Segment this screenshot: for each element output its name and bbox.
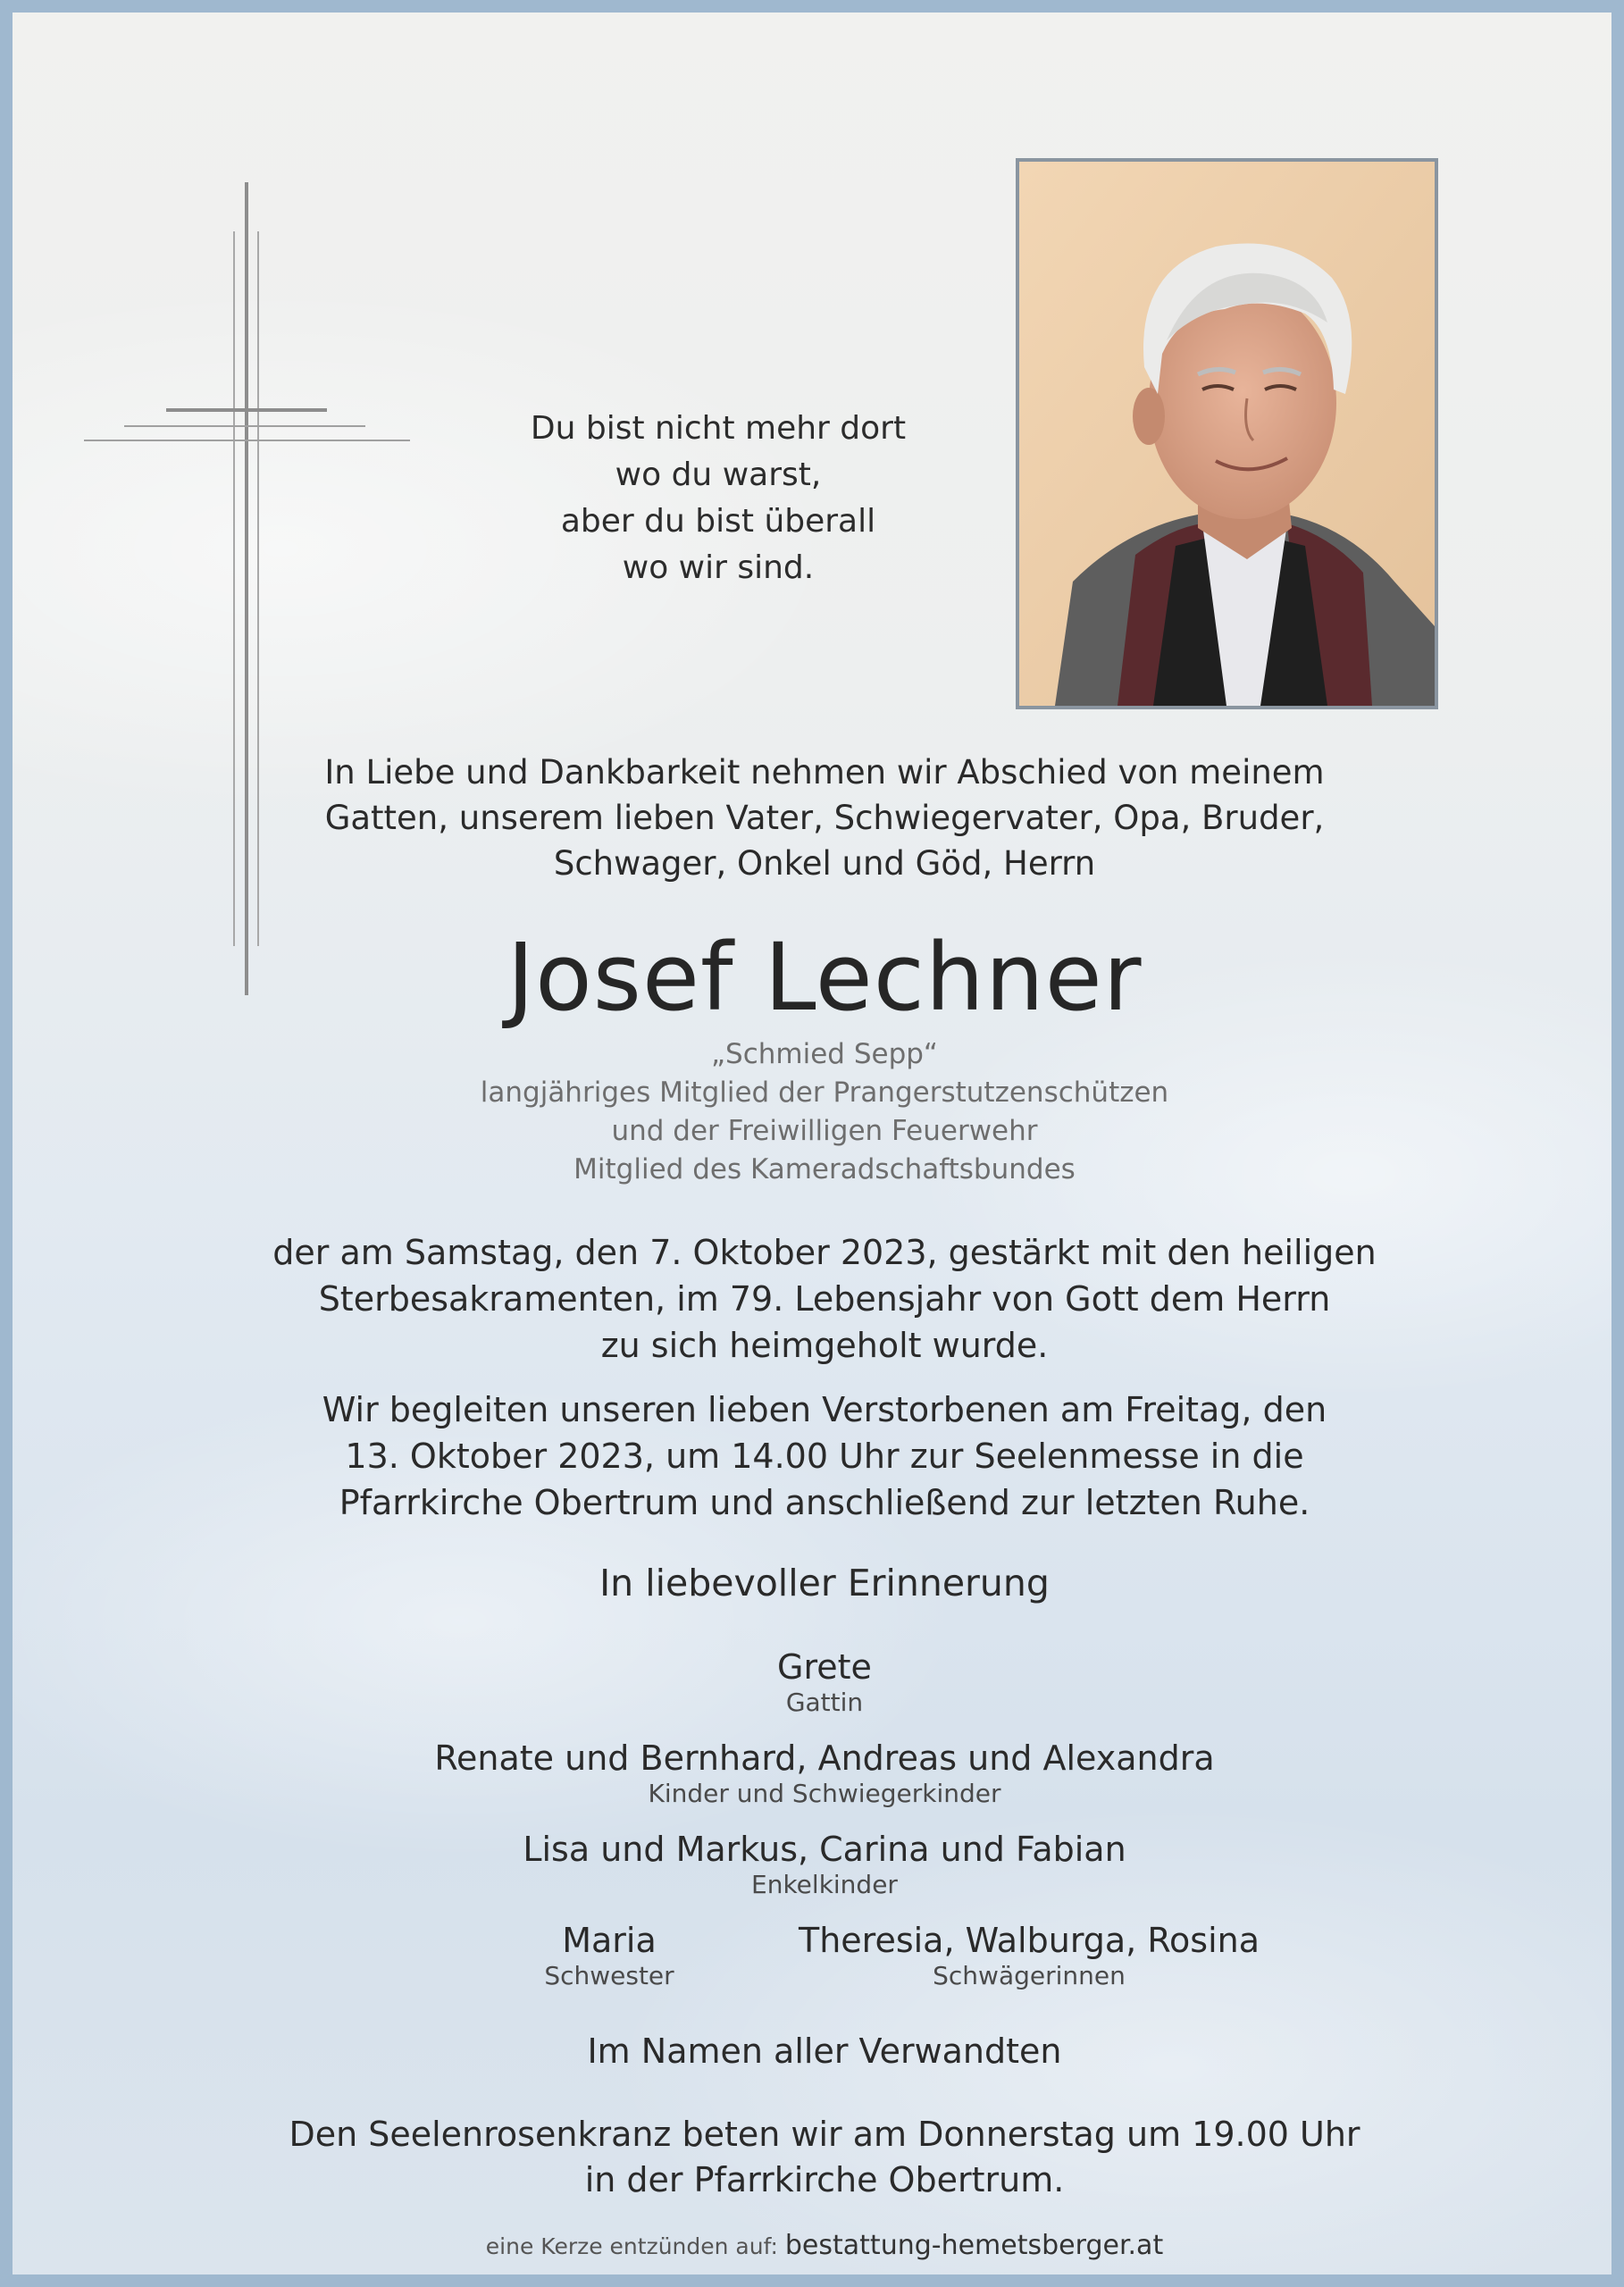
memory-heading: In liebevoller Erinnerung <box>599 1562 1050 1604</box>
family-names: Grete <box>777 1647 872 1687</box>
family-names: Maria <box>562 1921 657 1960</box>
family-role: Gattin <box>785 1688 864 1717</box>
intro-text <box>13 750 1624 886</box>
quote-line: wo wir sind. <box>622 549 815 586</box>
family-entry-sisters-in-law <box>761 1921 1297 1992</box>
intro-line: In Liebe und Dankbarkeit nehmen wir Abschied von meinem <box>324 753 1325 792</box>
rosary-notice <box>13 2112 1624 2203</box>
death-line: Sterbesakramenten, im 79. Lebensjahr von Gott dem Herrn <box>318 1279 1331 1319</box>
family-role: Enkelkinder <box>751 1870 898 1899</box>
nickname: „Schmied Sepp“ <box>710 1038 938 1070</box>
intro-line: Schwager, Onkel und Göd, Herrn <box>553 844 1096 883</box>
family-role: Schwägerinnen <box>933 1961 1126 1990</box>
portrait-photo <box>1016 158 1438 709</box>
deceased-name: Josef Lechner <box>506 923 1143 1032</box>
deceased-details <box>13 1035 1624 1189</box>
family-entry-sister <box>475 1921 743 1992</box>
family-names: Theresia, Walburga, Rosina <box>798 1921 1260 1960</box>
detail-line: Mitglied des Kameradschaftsbundes <box>573 1153 1076 1185</box>
family-entry-spouse <box>13 1647 1624 1719</box>
quote <box>477 406 959 591</box>
rosary-line: Den Seelenrosenkranz beten wir am Donnerstag um 19.00 Uhr <box>289 2115 1360 2154</box>
family-names: Renate und Bernhard, Andreas und Alexandra <box>434 1738 1215 1778</box>
relatives-line: Im Namen aller Verwandten <box>587 2031 1062 2071</box>
funeral-notice <box>13 1386 1624 1526</box>
detail-line: langjähriges Mitglied der Prangerstutzenschützen <box>480 1076 1169 1109</box>
intro-line: Gatten, unserem lieben Vater, Schwiegervater, Opa, Bruder, <box>324 799 1325 837</box>
footer <box>13 2230 1624 2263</box>
family-role: Kinder und Schwiegerkinder <box>648 1779 1001 1808</box>
quote-line: Du bist nicht mehr dort <box>530 410 907 447</box>
quote-line: aber du bist überall <box>560 503 876 540</box>
footer-prefix: eine Kerze entzünden auf: <box>485 2233 778 2259</box>
funeral-line: 13. Oktober 2023, um 14.00 Uhr zur Seelenmesse in die <box>345 1437 1304 1476</box>
family-role: Schwester <box>544 1961 674 1990</box>
death-line: zu sich heimgeholt wurde. <box>600 1326 1049 1365</box>
family-entry-children <box>13 1738 1624 1810</box>
death-notice <box>13 1229 1624 1369</box>
funeral-line: Pfarrkirche Obertrum und anschließend zur letzten Ruhe. <box>339 1483 1310 1522</box>
website-link[interactable]: bestattung-hemetsberger.at <box>784 2230 1164 2261</box>
quote-line: wo du warst, <box>615 457 822 493</box>
rosary-line: in der Pfarrkirche Obertrum. <box>584 2160 1065 2199</box>
family-names: Lisa und Markus, Carina und Fabian <box>523 1830 1126 1869</box>
detail-line: und der Freiwilligen Feuerwehr <box>611 1115 1038 1147</box>
funeral-line: Wir begleiten unseren lieben Verstorbenen am Freitag, den <box>322 1390 1327 1429</box>
death-line: der am Samstag, den 7. Oktober 2023, gestärkt mit den heiligen <box>272 1233 1377 1272</box>
family-entry-grandchildren <box>13 1830 1624 1901</box>
